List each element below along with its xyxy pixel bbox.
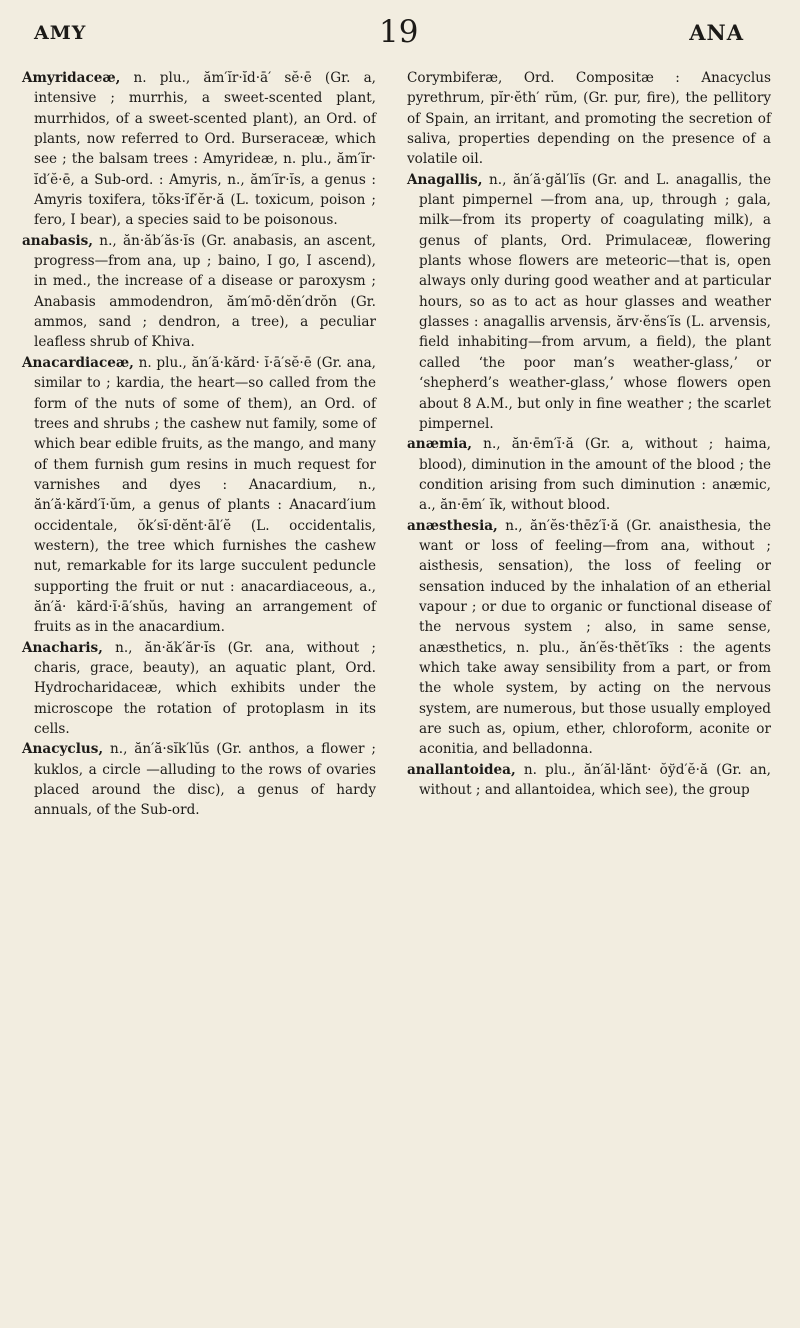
right-guide-word: ANA bbox=[689, 20, 744, 45]
entry-text: n., ăn·ăb′ăs·ĭs (Gr. anabasis, an ascent, progress—from ana, up ; baino, I go, I ascend), in med., the increase of a disease or paroxysm ; Anabasis ammodendron, ăm′mō·dĕn′drŏn (Gr. ammos, sand ; dendron, a tree), a peculiar leafless shrub of Khiva. bbox=[34, 232, 376, 351]
right-column bbox=[407, 68, 771, 800]
entry-anacharis bbox=[22, 638, 376, 740]
entry-anacardiaceae bbox=[22, 353, 376, 638]
headword: Amyridaceæ, bbox=[22, 70, 121, 86]
entry-text: n., ăn′ă·sĭk′lŭs (Gr. anthos, a flower ; kuklos, a circle —alluding to the rows of ovaries placed around the disc), a genus of hardy annuals, of the Sub-ord. bbox=[34, 741, 376, 819]
entry-anaesthesia bbox=[407, 516, 771, 760]
entry-anallantoidea bbox=[407, 760, 771, 801]
headword: Anacyclus, bbox=[22, 741, 104, 758]
entry-text: n., ăn·ēm′ĭ·ă (Gr. a, without ; haima, blood), diminution in the amount of the blood ; the condition arising from such diminution : anæmic, a., ăn·ēm′ ĭk, without blood. bbox=[419, 436, 771, 514]
headword: Anagallis, bbox=[407, 171, 483, 188]
headword: anabasis, bbox=[22, 232, 94, 249]
entry-text: n. plu., ăm′ĭr·ĭd·ā′ sĕ·ē (Gr. a, intensive ; murrhis, a sweet-scented plant, murrhidos, of a sweet-scented plant), an Ord. of plants, now referred to Ord. Burseraceæ, which see ; the balsam trees : Amyrideæ, n. plu., ăm′ĭr· ĭd′ĕ·ē, a Sub-ord. : Amyris, n., ăm′ĭr·ĭs, a genus : Amyris toxifera, tŏks·ĭf′ĕr·ă (L. toxicum, poison ; fero, I bear), a species said to be poisonous. bbox=[34, 70, 376, 229]
page-number: 19 bbox=[379, 14, 419, 50]
entry-anagallis bbox=[407, 170, 771, 434]
headword: anæmia, bbox=[407, 436, 473, 453]
entry-text: n. plu., ăn′ăl·lănt· ŏўd′ĕ·ă (Gr. an, without ; and allantoidea, which see), the group bbox=[419, 761, 771, 799]
left-guide-word: AMY bbox=[34, 22, 87, 44]
entry-text: n., ăn′ĕs·thēz′ĭ·ă (Gr. anaisthesia, the want or loss of feeling—from ana, without ; aisthesis, sensation), the loss of feeling or sensation induced by the inhalation of an etherial vapour ; or due to organic or functional disease of the nervous system ; also, in same sense, anæsthetics, n. plu., ăn′ĕs·thĕt′ĭks : the agents which take away sensibility from a part, or from the whole system, by acting on the nervous system, are numerous, but those usually employed are such as, opium, ether, chloroform, aconite or aconitia, and belladonna. bbox=[419, 517, 771, 758]
entry-text: n., ăn·ăk′ăr·ĭs (Gr. ana, without ; charis, grace, beauty), an aquatic plant, Ord. Hydrocharidaceæ, which exhibits under the microscope the rotation of protoplasm in its cells. bbox=[34, 639, 376, 737]
headword: anallantoidea, bbox=[407, 761, 516, 778]
entry-text: Corymbiferæ, Ord. Compositæ : Anacyclus pyrethrum, pĭr·ĕth′ rŭm, (Gr. pur, fire), the pellitory of Spain, an irritant, and promoting the secretion of saliva, properties depending on the presence of a volatile oil. bbox=[407, 70, 771, 168]
entry-continuation bbox=[407, 68, 771, 170]
entry-text: n. plu., ăn′ă·kărd· ĭ·ā′sĕ·ē (Gr. ana, similar to ; kardia, the heart—so called from the form of the nuts of some of them), an Ord. of trees and shrubs ; the cashew nut family, some of which bear edible fruits, as the mango, and many of them furnish gum resins in much request for varnishes and dyes : Anacardium, n., ăn′ă·kărd′ĭ·ŭm, a genus of plants : Anacard′ium occidentale, ŏk′sĭ·dĕnt·āl′ĕ (L. occidentalis, western), the tree which furnishes the cashew nut, remarkable for its large succulent peduncle supporting the fruit or nut : anacardiaceous, a., ăn′ă· kărd·ĭ·ā′shŭs, having an arrangement of fruits as in the anacardium. bbox=[34, 354, 376, 636]
headword: Anacharis, bbox=[22, 639, 103, 656]
entry-anabasis bbox=[22, 231, 376, 353]
left-column bbox=[22, 68, 376, 821]
headword: anæsthesia, bbox=[407, 517, 498, 534]
headword: Anacardiaceæ, bbox=[22, 354, 134, 371]
entry-anacyclus bbox=[22, 739, 376, 820]
entry-text: n., ăn′ă·găl′lĭs (Gr. and L. anagallis, the plant pimpernel —from ana, up, through ; gala, milk—from its property of coagulating milk), a genus of plants, Ord. Primulaceæ, flowering plants whose flowers are meteoric—that is, open always only during good weather and at particular hours, so as to act as hour glasses and weather glasses : anagallis arvensis, ărv·ĕns′ĭs (L. arvensis, field inhabiting—from arvum, a field), the plant called ‘the poor man’s weather-glass,’ or ‘shepherd’s weather-glass,’ whose flowers open about 8 A.M., but only in fine weather ; the scarlet pimpernel. bbox=[419, 171, 771, 432]
page-header bbox=[34, 14, 772, 54]
entry-amyridaceae bbox=[22, 68, 376, 231]
entry-anaemia bbox=[407, 434, 771, 515]
